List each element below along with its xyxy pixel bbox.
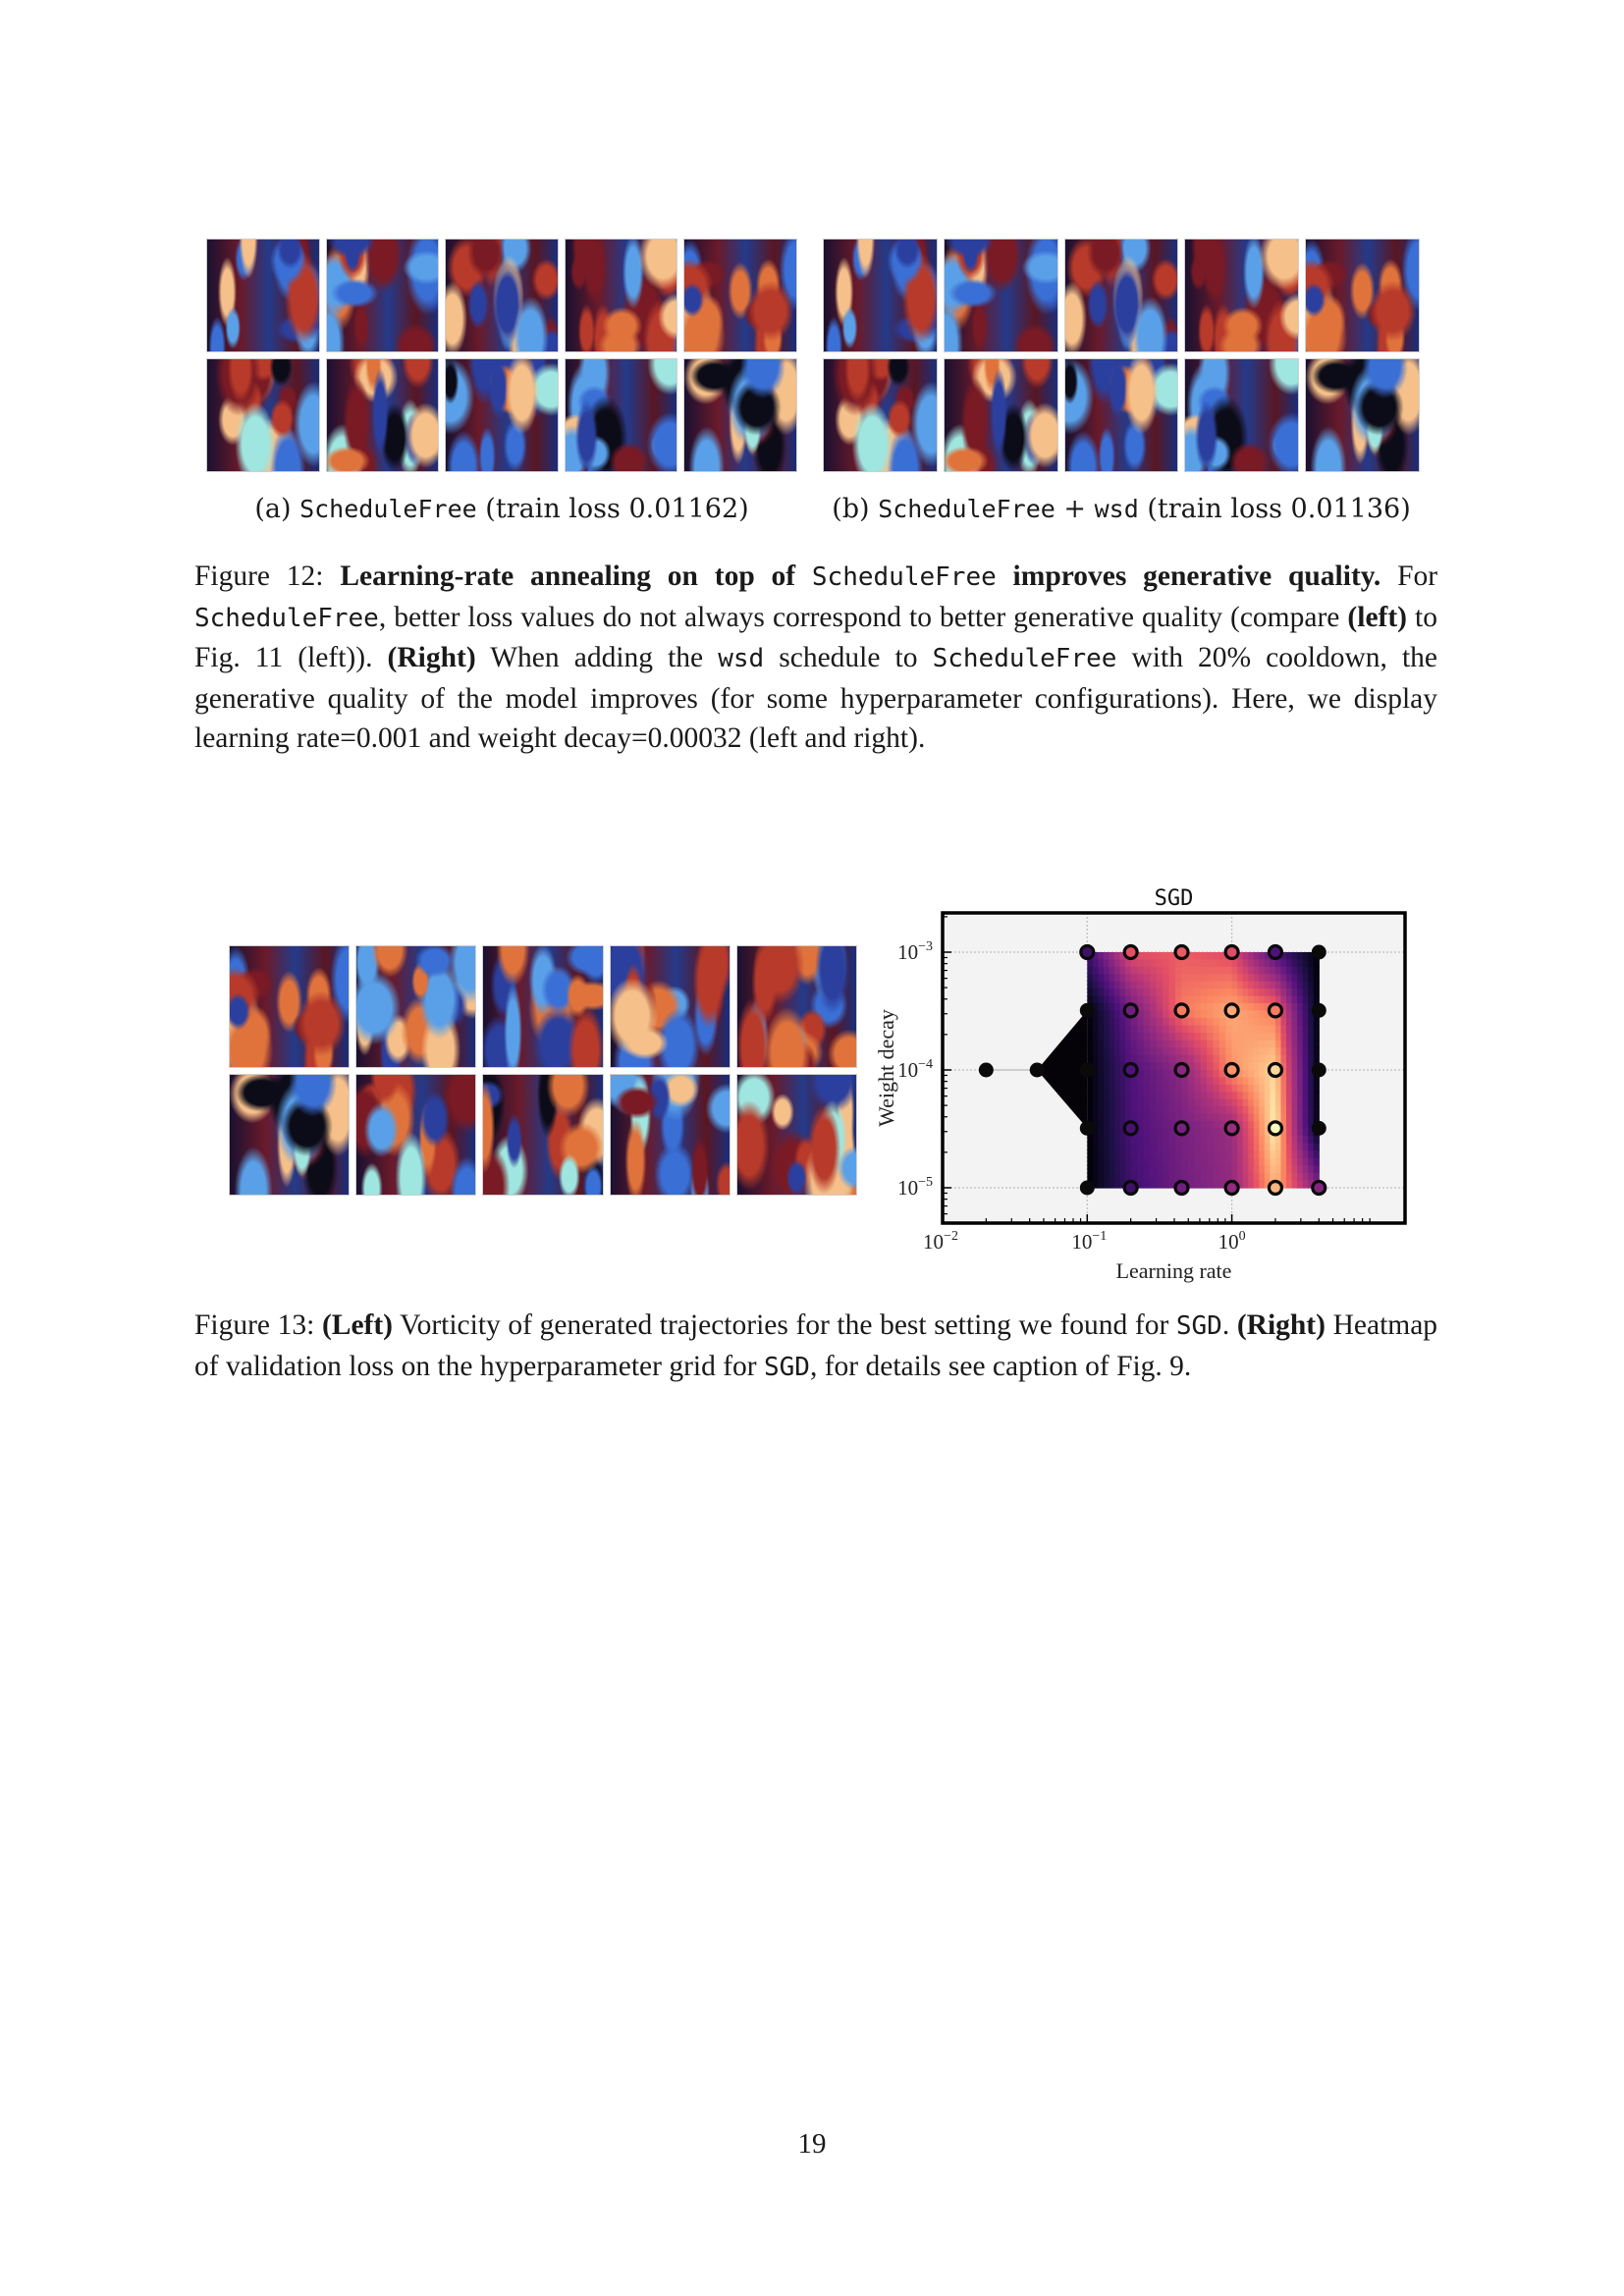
fig12b-vorticity-grid	[823, 239, 1420, 472]
figure-number: Figure 12:	[194, 561, 324, 592]
y-tick-label: $10^{-5}$	[897, 1175, 933, 1200]
code-term: ScheduleFree	[811, 562, 997, 592]
vorticity-frame	[445, 358, 559, 472]
x-tick-label: $10^{-1}$	[1071, 1229, 1108, 1254]
fig12a-vorticity-grid	[206, 239, 797, 472]
caption-text: schedule to	[779, 642, 918, 673]
schedule-name: wsd	[1094, 495, 1139, 523]
caption-title: improves generative quality.	[1012, 561, 1381, 592]
code-term: SGD	[764, 1352, 810, 1382]
vorticity-frame	[1305, 358, 1420, 472]
vorticity-frame	[1064, 358, 1179, 472]
sgd-heatmap-chart	[864, 864, 1434, 1296]
figure-number: Figure 13:	[194, 1309, 315, 1341]
caption-emphasis: (Left)	[321, 1309, 394, 1341]
fig12a-subcaption	[206, 494, 797, 524]
page-number: 19	[797, 2128, 827, 2160]
vorticity-frame	[1305, 239, 1420, 352]
fig12b-subcaption	[823, 494, 1420, 524]
vorticity-frame	[355, 1074, 476, 1197]
vorticity-frame	[482, 1074, 603, 1197]
vorticity-frame	[944, 358, 1058, 472]
y-tick-label: $10^{-3}$	[897, 939, 933, 964]
vorticity-frame	[482, 945, 603, 1068]
vorticity-frame	[1184, 239, 1299, 352]
method-name: ScheduleFree	[299, 495, 477, 523]
vorticity-frame	[355, 945, 476, 1068]
train-loss: (train loss 0.01162)	[485, 494, 749, 524]
vorticity-frame	[736, 1074, 857, 1197]
y-axis-label: Weight decay	[874, 1009, 898, 1127]
fig13-vorticity-grid	[229, 945, 857, 1196]
vorticity-frame	[610, 1074, 731, 1197]
x-tick-label: $10^{-2}$	[923, 1229, 958, 1254]
train-loss: (train loss 0.01136)	[1147, 494, 1411, 524]
code-term: ScheduleFree	[932, 644, 1117, 673]
caption-title: Learning-rate annealing on top of	[340, 561, 796, 592]
code-term: wsd	[718, 644, 765, 673]
vorticity-frame	[1184, 358, 1299, 472]
caption-text: When adding the	[490, 642, 704, 673]
caption-text: Heatmap of validation loss on the hyperparameter grid for	[194, 1309, 1438, 1382]
vorticity-frame	[565, 239, 678, 352]
x-tick-label: $10^0$	[1218, 1229, 1246, 1254]
vorticity-frame	[1064, 239, 1179, 352]
vorticity-frame	[326, 239, 440, 352]
vorticity-frame	[823, 239, 938, 352]
x-axis-label: Learning rate	[1115, 1258, 1232, 1283]
vorticity-frame	[229, 1074, 350, 1197]
caption-emphasis: (Right)	[387, 642, 476, 673]
caption-emphasis: (left)	[1347, 601, 1408, 633]
vorticity-frame	[683, 239, 797, 352]
vorticity-frame	[683, 358, 797, 472]
code-term: ScheduleFree	[194, 603, 379, 633]
caption-text: For	[1397, 561, 1438, 592]
subcaption-label: (b)	[832, 494, 870, 524]
caption-text: .	[1221, 1309, 1230, 1341]
method-name: ScheduleFree	[878, 495, 1056, 523]
vorticity-frame	[206, 239, 320, 352]
caption-emphasis: (Right)	[1236, 1309, 1326, 1341]
caption-text: , better loss values do not always correspond to better generative quality (compare	[378, 601, 1340, 633]
code-term: SGD	[1175, 1311, 1222, 1341]
figure12-caption	[194, 557, 1437, 759]
caption-text: to Fig. 11 (left)).	[194, 601, 1437, 673]
vorticity-frame	[326, 358, 440, 472]
vorticity-frame	[823, 358, 938, 472]
caption-text: Vorticity of generated trajectories for the best setting we found for	[400, 1309, 1169, 1341]
vorticity-frame	[206, 358, 320, 472]
vorticity-frame	[736, 945, 857, 1068]
vorticity-frame	[229, 945, 350, 1068]
subcaption-label: (a)	[254, 494, 292, 524]
vorticity-frame	[445, 239, 559, 352]
y-tick-label: $10^{-4}$	[897, 1057, 933, 1082]
vorticity-frame	[944, 239, 1058, 352]
figure13-caption	[194, 1306, 1437, 1387]
vorticity-frame	[565, 358, 678, 472]
caption-text: with 20% cooldown, the generative quality of the model improves (for some hyperparameter configurations). Here, we display learning rate=0.001 and weight decay=0.00032 (left and right).	[194, 642, 1438, 754]
plus-sign: +	[1063, 494, 1087, 524]
vorticity-frame	[610, 945, 731, 1068]
chart-title: SGD	[1154, 886, 1194, 911]
caption-text: , for details see caption of Fig. 9.	[809, 1350, 1192, 1382]
